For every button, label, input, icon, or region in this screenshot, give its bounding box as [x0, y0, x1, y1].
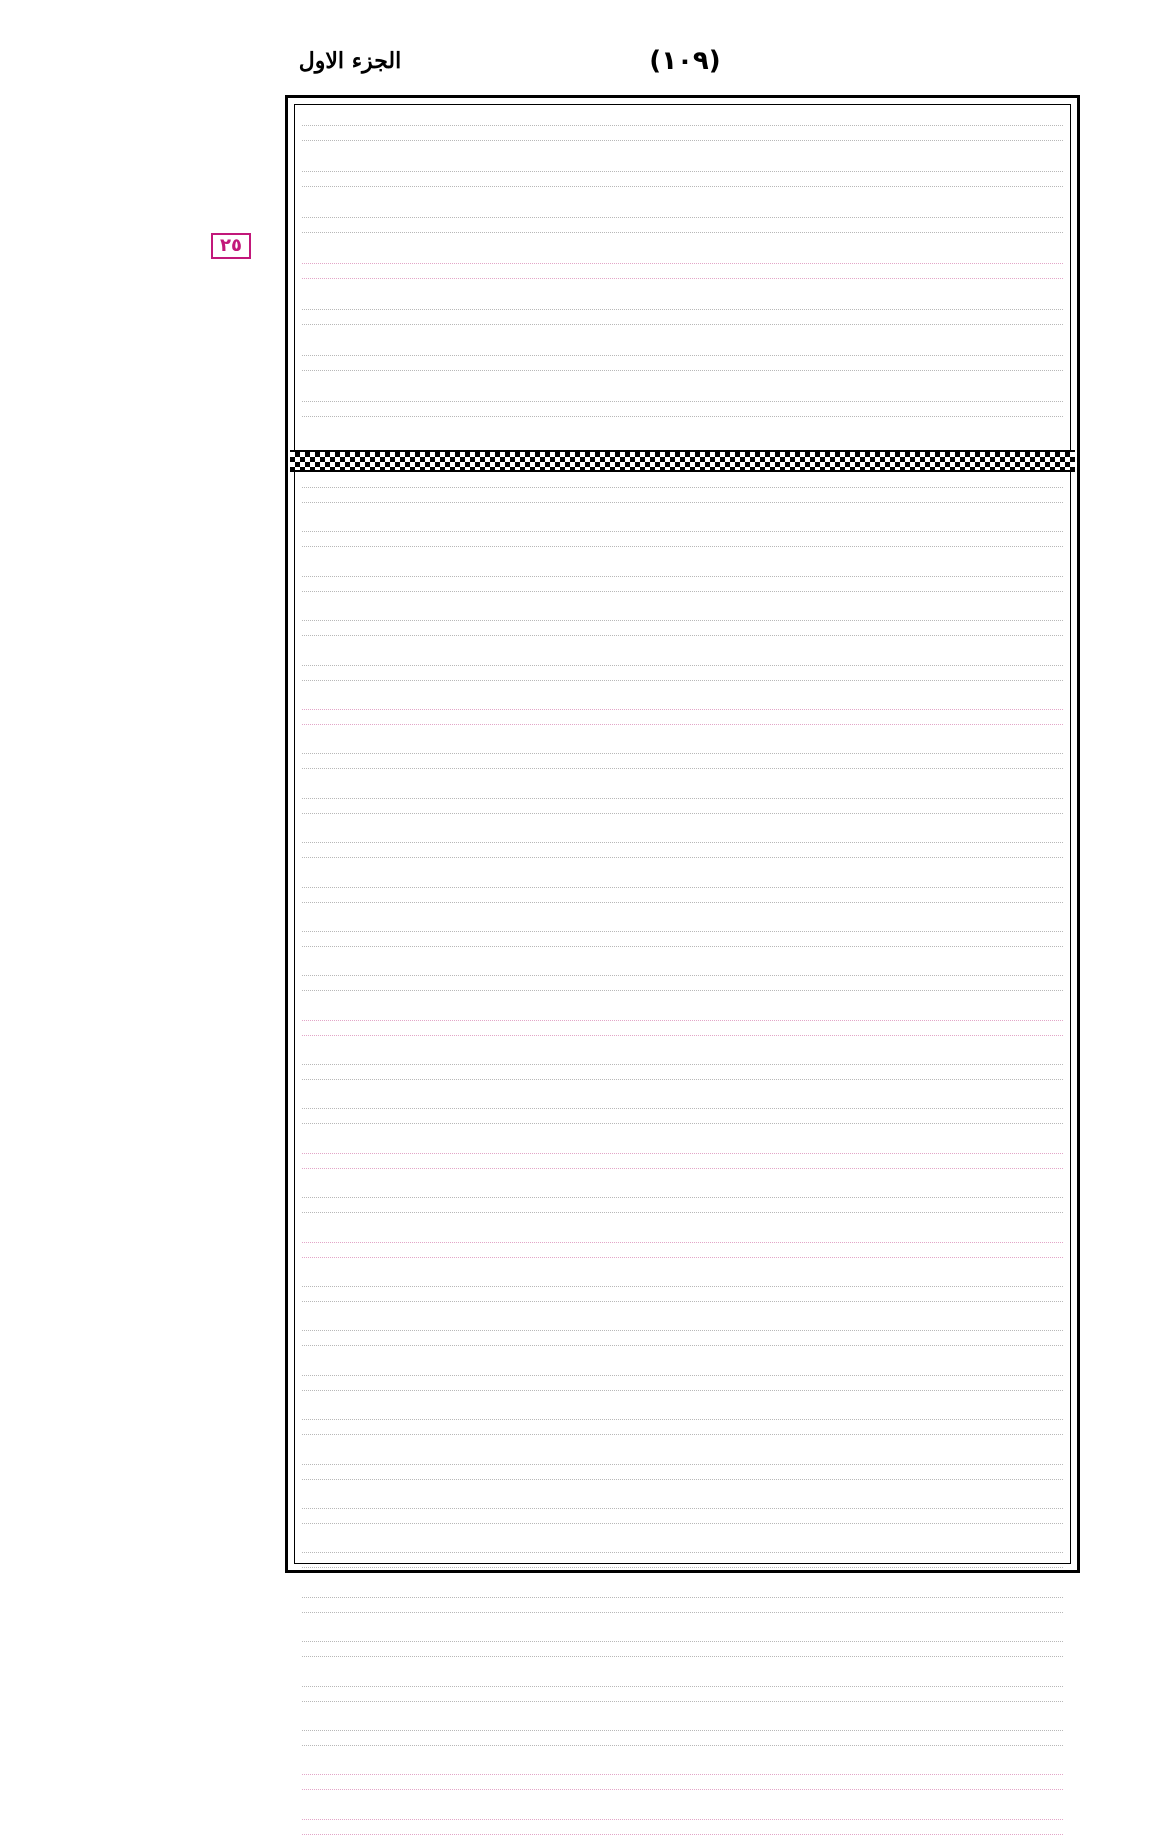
upper_section-line	[302, 112, 1063, 152]
commentary-section	[302, 476, 1063, 1554]
lower_section-line	[302, 1719, 1063, 1755]
text-line-placeholder	[302, 620, 1063, 636]
text-line-placeholder	[302, 1153, 1063, 1169]
lower_section-line	[302, 1408, 1063, 1444]
text-line-placeholder	[302, 1020, 1063, 1036]
text-line-placeholder	[302, 576, 1063, 592]
page-frame	[285, 95, 1080, 1573]
lower_section-line	[302, 609, 1063, 645]
lower_section-line	[302, 964, 1063, 1000]
text-line-placeholder	[302, 217, 1063, 233]
lower_section-line	[302, 1497, 1063, 1533]
text-line-placeholder	[302, 1108, 1063, 1124]
text-line-placeholder	[302, 798, 1063, 814]
upper_section-line	[302, 204, 1063, 244]
text-line-placeholder	[302, 125, 1063, 141]
text-line-placeholder	[302, 1774, 1063, 1790]
text-line-placeholder	[302, 1686, 1063, 1702]
lower_section-line	[302, 1142, 1063, 1178]
lower_section-line	[302, 1275, 1063, 1311]
upper_section-line	[302, 342, 1063, 382]
lower_section-line	[302, 654, 1063, 690]
lower_section-line	[302, 1586, 1063, 1622]
lower_section-line	[302, 742, 1063, 778]
text-line-placeholder	[302, 1286, 1063, 1302]
text-line-placeholder	[302, 1064, 1063, 1080]
text-line-placeholder	[302, 531, 1063, 547]
lower_section-line	[302, 787, 1063, 823]
lower_section-line	[302, 1541, 1063, 1577]
text-line-placeholder	[302, 1419, 1063, 1435]
text-line-placeholder	[302, 931, 1063, 947]
running-header	[285, 46, 1085, 86]
text-line-placeholder	[302, 1819, 1063, 1835]
text-line-placeholder	[302, 309, 1063, 325]
text-line-placeholder	[302, 975, 1063, 991]
lower_section-line	[302, 565, 1063, 601]
lower_section-line	[302, 1231, 1063, 1267]
text-line-placeholder	[302, 1375, 1063, 1391]
text-line-placeholder	[302, 665, 1063, 681]
lower_section-line	[302, 1675, 1063, 1711]
lower_section-line	[302, 1009, 1063, 1045]
text-line-placeholder	[302, 1330, 1063, 1346]
lower_section-line	[302, 876, 1063, 912]
text-line-placeholder	[302, 1508, 1063, 1524]
text-line-placeholder	[302, 1597, 1063, 1613]
text-line-placeholder	[302, 753, 1063, 769]
lower_section-line	[302, 831, 1063, 867]
lower_section-line	[302, 698, 1063, 734]
text-line-placeholder	[302, 401, 1063, 417]
lower_section-line	[302, 1763, 1063, 1799]
hadith-number-badge: ٢٥	[211, 233, 251, 259]
text-line-placeholder	[302, 1730, 1063, 1746]
checkered-divider	[290, 450, 1075, 472]
hadith-text-section	[302, 112, 1063, 446]
lower_section-line	[302, 1808, 1063, 1844]
text-line-placeholder	[302, 887, 1063, 903]
text-line-placeholder	[302, 487, 1063, 503]
upper_section-line	[302, 158, 1063, 198]
lower_section-line	[302, 1097, 1063, 1133]
page-number: (١٠٩)	[649, 46, 721, 76]
text-line-placeholder	[302, 171, 1063, 187]
lower_section-line	[302, 1364, 1063, 1400]
lower_section-line	[302, 520, 1063, 556]
lower_section-line	[302, 1319, 1063, 1355]
lower_section-line	[302, 920, 1063, 956]
text-line-placeholder	[302, 1197, 1063, 1213]
lower_section-line	[302, 476, 1063, 512]
lower_section-line	[302, 1186, 1063, 1222]
text-line-placeholder	[302, 1552, 1063, 1568]
text-line-placeholder	[302, 842, 1063, 858]
text-line-placeholder	[302, 709, 1063, 725]
upper_section-line	[302, 388, 1063, 428]
lower_section-line	[302, 1453, 1063, 1489]
text-line-placeholder	[302, 1641, 1063, 1657]
text-line-placeholder	[302, 355, 1063, 371]
upper_section-line	[302, 250, 1063, 290]
text-line-placeholder	[302, 263, 1063, 279]
lower_section-line	[302, 1630, 1063, 1666]
upper_section-line	[302, 296, 1063, 336]
lower_section-line	[302, 1053, 1063, 1089]
volume-label: الجزء الاول	[298, 48, 402, 74]
text-line-placeholder	[302, 1464, 1063, 1480]
text-line-placeholder	[302, 1242, 1063, 1258]
